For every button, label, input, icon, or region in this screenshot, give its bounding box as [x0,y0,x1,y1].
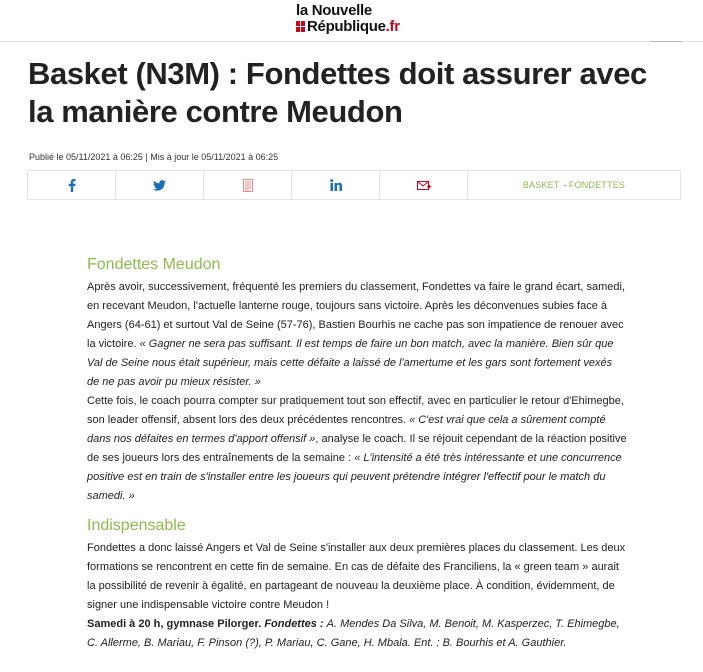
logo-suffix: .fr [385,18,400,35]
team-label: Fondettes : [264,618,324,630]
paragraph-text: Cette fois, le coach pourra compter sur pratiquement tout son effectif, avec en particulier le retour d'Ehimegbe, son leader offensif, absent lors des deux précédentes rencontres. [87,395,624,426]
tag-basket[interactable]: BASKET [522,180,560,190]
site-header [0,0,703,42]
tag-separator: - [563,180,567,190]
logo-line-2-text: République [307,18,386,35]
share-linkedin-button[interactable] [292,171,380,199]
paragraph-text: Après avoir, successivement, fréquenté les premiers du classement, Fondettes va faire le grand écart, samedi, en recevant Meudon, l'actuelle lanterne rouge, toujours sans victoire. Après les déconvenues subies face à Angers (64-61) et surtout Val de Seine (57-76), Bastien Bourhis ne cache pas son impatience de renouer avec la victoire. [87,281,626,350]
match-info: Samedi à 20 h, gymnase Pilorger. [87,618,262,630]
paragraph [87,615,627,653]
section-heading: Fondettes Meudon [87,256,221,273]
site-logo[interactable] [296,3,400,35]
paragraph-text: , analyse le coach. Il se réjouit cependant de la réaction positive de ses joueurs lors des entraînements de la semaine : [87,433,627,464]
logo-mark-icon [296,21,305,32]
section-heading: Indispensable [87,517,186,534]
linkedin-icon [330,179,342,191]
facebook-icon [68,179,76,192]
share-bar [27,170,681,200]
logo-line-1: la Nouvelle [296,2,372,19]
article-tags [468,171,680,199]
print-button[interactable] [204,171,292,199]
quote: « Gagner ne sera pas suffisant. Il est temps de faire un bon match, avec la manière. Bien sûr que Val de Seine nous était supérieur, mais cette défaite a laissé de l'amertume et les gars sont fortement vexés de ne pas avoir pu mieux résister. » [87,338,614,388]
paragraph [87,392,627,506]
twitter-icon [153,180,166,191]
quote: « C'est vrai que cela a sûrement compté dans nos défaites en termes d'apport offensif » [87,414,606,445]
tag-fondettes[interactable]: FONDETTES [568,180,626,190]
share-facebook-button[interactable] [28,171,116,199]
paragraph: Fondettes a donc laissé Angers et Val de Seine s'installer aux deux premières places du classement. Les deux formations se rencontrent en cette fin de semaine. En cas de défaite des Franciliens, la « green team » aurait la possibilité de revenir à égalité, en partageant de nouveau la deuxième place. À condition, évidemment, de signer une indispensable victoire contre Meudon ! [87,542,626,611]
article-body [87,255,627,653]
share-email-button[interactable] [380,171,468,199]
publish-date: Publié le 05/11/2021 à 06:25 | Mis à jour le 05/11/2021 à 06:25 [29,152,279,162]
logo-line-2 [296,19,400,35]
paragraph [87,278,627,392]
header-divider [650,41,682,42]
quote: « L'intensité a été très intéressante et une concurrence positive est en train de s'installer entre les joueurs qui peuvent prétendre intégrer l'effectif pour le match du samedi. » [87,452,622,502]
roster: A. Mendes Da Silva, M. Benoit, M. Kasperzec, T. Ehimegbe, C. Allerme, B. Mariau, F. Pinson (?), P. Mariau, C. Gane, H. Mbala. Ent. : B. Bourhis et A. Gauthier. [87,618,620,649]
article-title: Basket (N3M) : Fondettes doit assurer avec la manière contre Meudon [28,56,647,129]
document-icon [243,179,253,192]
email-icon [417,180,431,191]
share-twitter-button[interactable] [116,171,204,199]
